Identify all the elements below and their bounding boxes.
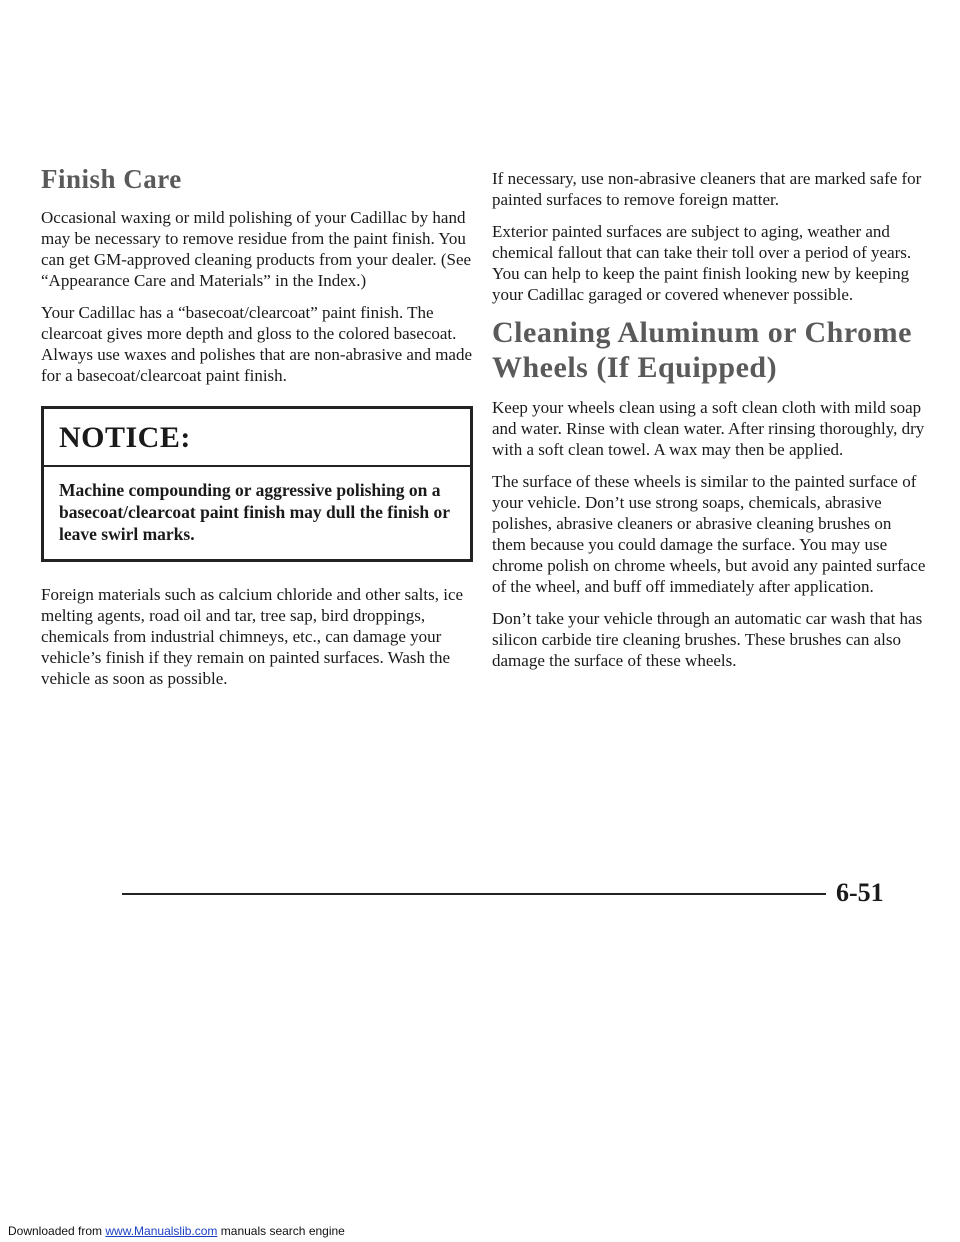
wheels-heading: Cleaning Aluminum or Chrome Wheels (If Equipped) xyxy=(492,316,912,384)
watermark-suffix: manuals search engine xyxy=(217,1224,345,1238)
footer-rule xyxy=(122,893,826,895)
finish-care-paragraph-3: Foreign materials such as calcium chloride and other salts, ice melting agents, road oil and tar, tree sap, bird droppings, chemicals from industrial chimneys, etc., can damage your vehicle’s finish if they remain on painted surfaces. Wash the vehicle as soon as possible. xyxy=(41,585,464,689)
wheels-paragraph-3: Don’t take your vehicle through an automatic car wash that has silicon carbide tire cleaning brushes. These brushes can also damage the surface of these wheels. xyxy=(492,609,923,670)
left-column xyxy=(41,164,473,700)
right-column xyxy=(492,168,928,682)
notice-body: Machine compounding or aggressive polishing on a basecoat/clearcoat paint finish may dull the finish or leave swirl marks. xyxy=(59,480,450,545)
finish-care-heading: Finish Care xyxy=(41,164,182,194)
finish-care-paragraph-2: Your Cadillac has a “basecoat/clearcoat” paint finish. The clearcoat gives more depth and gloss to the colored basecoat. Always use waxes and polishes that are non-abrasive and made for a basecoat/clearcoat paint finish. xyxy=(41,303,473,386)
wheels-paragraph-1: Keep your wheels clean using a soft clean cloth with mild soap and water. Rinse with clean water. After rinsing thoroughly, dry with a soft clean towel. A wax may then be applied. xyxy=(492,398,925,459)
exterior-paragraph: Exterior painted surfaces are subject to aging, weather and chemical fallout that can take their toll over a period of years. You can help to keep the paint finish looking new by keeping your Cadillac garaged or covered whenever possible. xyxy=(492,222,912,304)
manualslib-link[interactable]: www.Manualslib.com xyxy=(105,1224,218,1238)
finish-care-paragraph-1: Occasional waxing or mild polishing of your Cadillac by hand may be necessary to remove residue from the paint finish. You can get GM-approved cleaning products from your dealer. (See “Appearance Care and Materials” in the Index.) xyxy=(41,208,472,291)
notice-title: NOTICE: xyxy=(44,409,470,467)
download-watermark xyxy=(8,1224,345,1238)
page-number: 6-51 xyxy=(836,878,884,907)
wheels-paragraph-2: The surface of these wheels is similar to the painted surface of your vehicle. Don’t use strong soaps, chemicals, abrasive polishes, abrasive cleaners or abrasive cleaning brushes on them because you could damage the surface. You may use chrome polish on chrome wheels, but avoid any painted surface of the wheel, and buff off immediately after application. xyxy=(492,472,926,596)
cleaners-paragraph: If necessary, use non-abrasive cleaners that are marked safe for painted surfaces to remove foreign matter. xyxy=(492,169,922,209)
notice-box xyxy=(41,406,473,562)
watermark-prefix: Downloaded from xyxy=(8,1224,106,1238)
